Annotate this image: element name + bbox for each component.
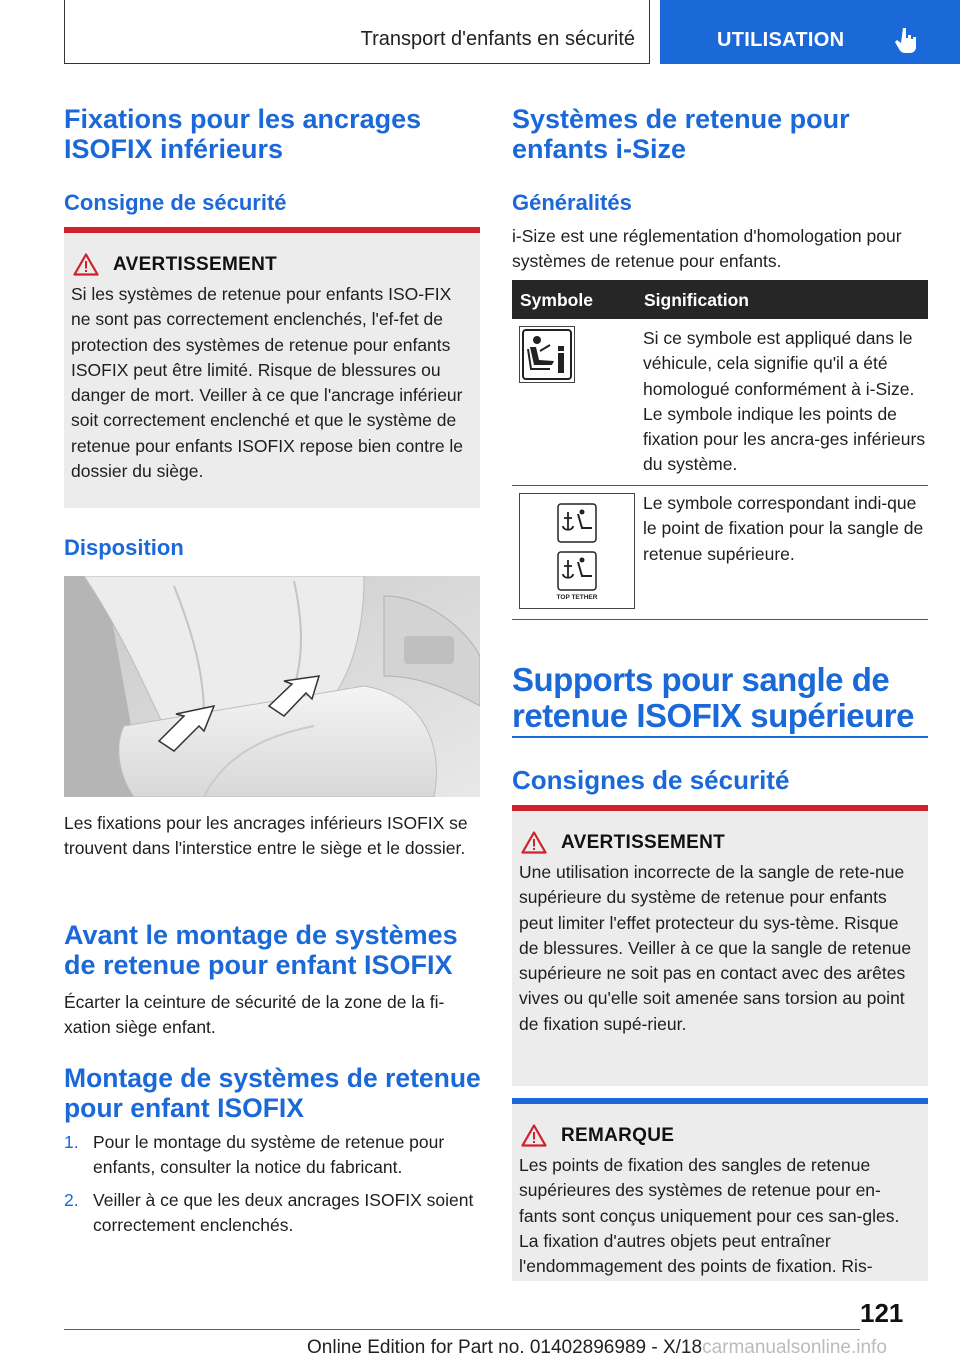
heading-underline — [512, 736, 928, 738]
top-tether-anchor-icon — [519, 493, 635, 609]
note-text: Les points de fixation des sangles de retenue supérieures des systèmes de retenue pour en-fants sont conçus uniquement pour ces san-gles. La fixation d'autres objets peut entraîner l'endommagement des points de fixation. Ris- — [519, 1155, 900, 1277]
disposition-text: Les fixations pour les ancrages inférieurs ISOFIX se trouvent dans l'interstice entre le siège et le dossier. — [64, 813, 468, 859]
warning-text: Une utilisation incorrecte de la sangle de rete-nue supérieure du système de retenue pour enfants peut limiter l'effet protecteur du sys-tème. Risque de blessures. Veiller à ce que la sangle de retenue supérieure ne soit pas en contact avec des arêtes vives ou qu'elle soit amenée sans torsion au point de fixation supé-rieur. — [519, 862, 912, 1034]
heading-disposition: Disposition — [64, 535, 184, 560]
heading-mounting: Montage de systèmes de retenue pour enfant ISOFIX — [64, 1063, 481, 1123]
warning-box-isofix — [64, 227, 480, 508]
before-mounting-text: Écarter la ceinture de sécurité de la zone de la fi-xation siège enfant. — [64, 992, 445, 1038]
table-cell-top-tether: Le symbole correspondant indi-que le point de fixation pour la sangle de retenue supérieure. — [643, 493, 924, 564]
footer-text — [307, 1337, 887, 1359]
table-cell-isize: Si ce symbole est appliqué dans le véhicule, cela signifie qu'il a été homologué conformément à i-Size. Le symbole indique les points de fixation pour les ancra-ges inférieurs du système. — [643, 328, 926, 475]
warning-triangle-icon — [73, 253, 99, 276]
warning-title: AVERTISSEMENT — [113, 253, 278, 275]
heading-safety-notes: Consignes de sécurité — [512, 765, 790, 795]
warning-text: Si les systèmes de retenue pour enfants ISO-FIX ne sont pas correctement enclenchés, l'ef-fet de protection des systèmes de retenue pour enfants ISOFIX peut être limité. Risque de blessures ou danger de mort. Veiller à ce que l'ancrage inférieur soit correctement enclenché et que le système de retenue pour enfants ISOFIX repose bien contre le dossier du siège. — [71, 284, 464, 482]
heading-before-mounting: Avant le montage de systèmes de retenue pour enfant ISOFIX — [64, 920, 458, 980]
heading-supports: Supports pour sangle de retenue ISOFIX supérieure — [512, 661, 914, 734]
heading-general: Généralités — [512, 190, 632, 215]
list-item — [64, 1188, 480, 1239]
edition-text: Online Edition for Part no. 01402896989 - X/18 — [307, 1337, 703, 1358]
column-header-meaning: Signification — [644, 290, 749, 310]
note-title: REMARQUE — [561, 1124, 675, 1146]
heading-isize: Systèmes de retenue pour enfants i-Size — [512, 104, 850, 164]
heading-isofix-lower: Fixations pour les ancrages ISOFIX inférieurs — [64, 104, 422, 164]
i-size-seat-icon — [519, 326, 575, 383]
heading-safety-note: Consigne de sécurité — [64, 190, 287, 215]
seat-illustration-graphic — [64, 576, 480, 797]
step-text: Pour le montage du système de retenue pour enfants, consulter la notice du fabricant. — [93, 1132, 445, 1178]
seat-isofix-illustration — [64, 576, 480, 797]
watermark-text: carmanualsonline.info — [702, 1337, 887, 1358]
warning-box-tether — [512, 805, 928, 1086]
general-text: i-Size est une réglementation d'homologation pour systèmes de retenue pour enfants. — [512, 226, 902, 272]
chapter-tab[interactable] — [660, 0, 960, 64]
page-number: 121 — [860, 1298, 904, 1328]
header-section-box — [64, 0, 650, 64]
step-text: Veiller à ce que les deux ancrages ISOFIX soient correctement enclenchés. — [93, 1189, 474, 1235]
section-title: Transport d'enfants en sécurité — [360, 28, 635, 50]
warning-title: AVERTISSEMENT — [561, 831, 726, 853]
table-row-divider — [512, 485, 928, 486]
hand-pointer-icon — [894, 26, 920, 54]
mounting-steps-list — [64, 1130, 480, 1245]
step-number: 2. — [64, 1189, 79, 1210]
list-item — [64, 1130, 480, 1181]
warning-triangle-icon — [521, 831, 547, 854]
note-triangle-icon — [521, 1124, 547, 1147]
note-box — [512, 1098, 928, 1281]
step-number: 1. — [64, 1132, 79, 1152]
top-tether-caption: TOP TETHER — [556, 594, 598, 601]
footer-rule — [64, 1329, 860, 1330]
column-header-symbol: Symbole — [520, 290, 593, 310]
table-header — [512, 280, 928, 319]
chapter-label: UTILISATION — [717, 29, 845, 51]
table-row-divider — [512, 619, 928, 620]
